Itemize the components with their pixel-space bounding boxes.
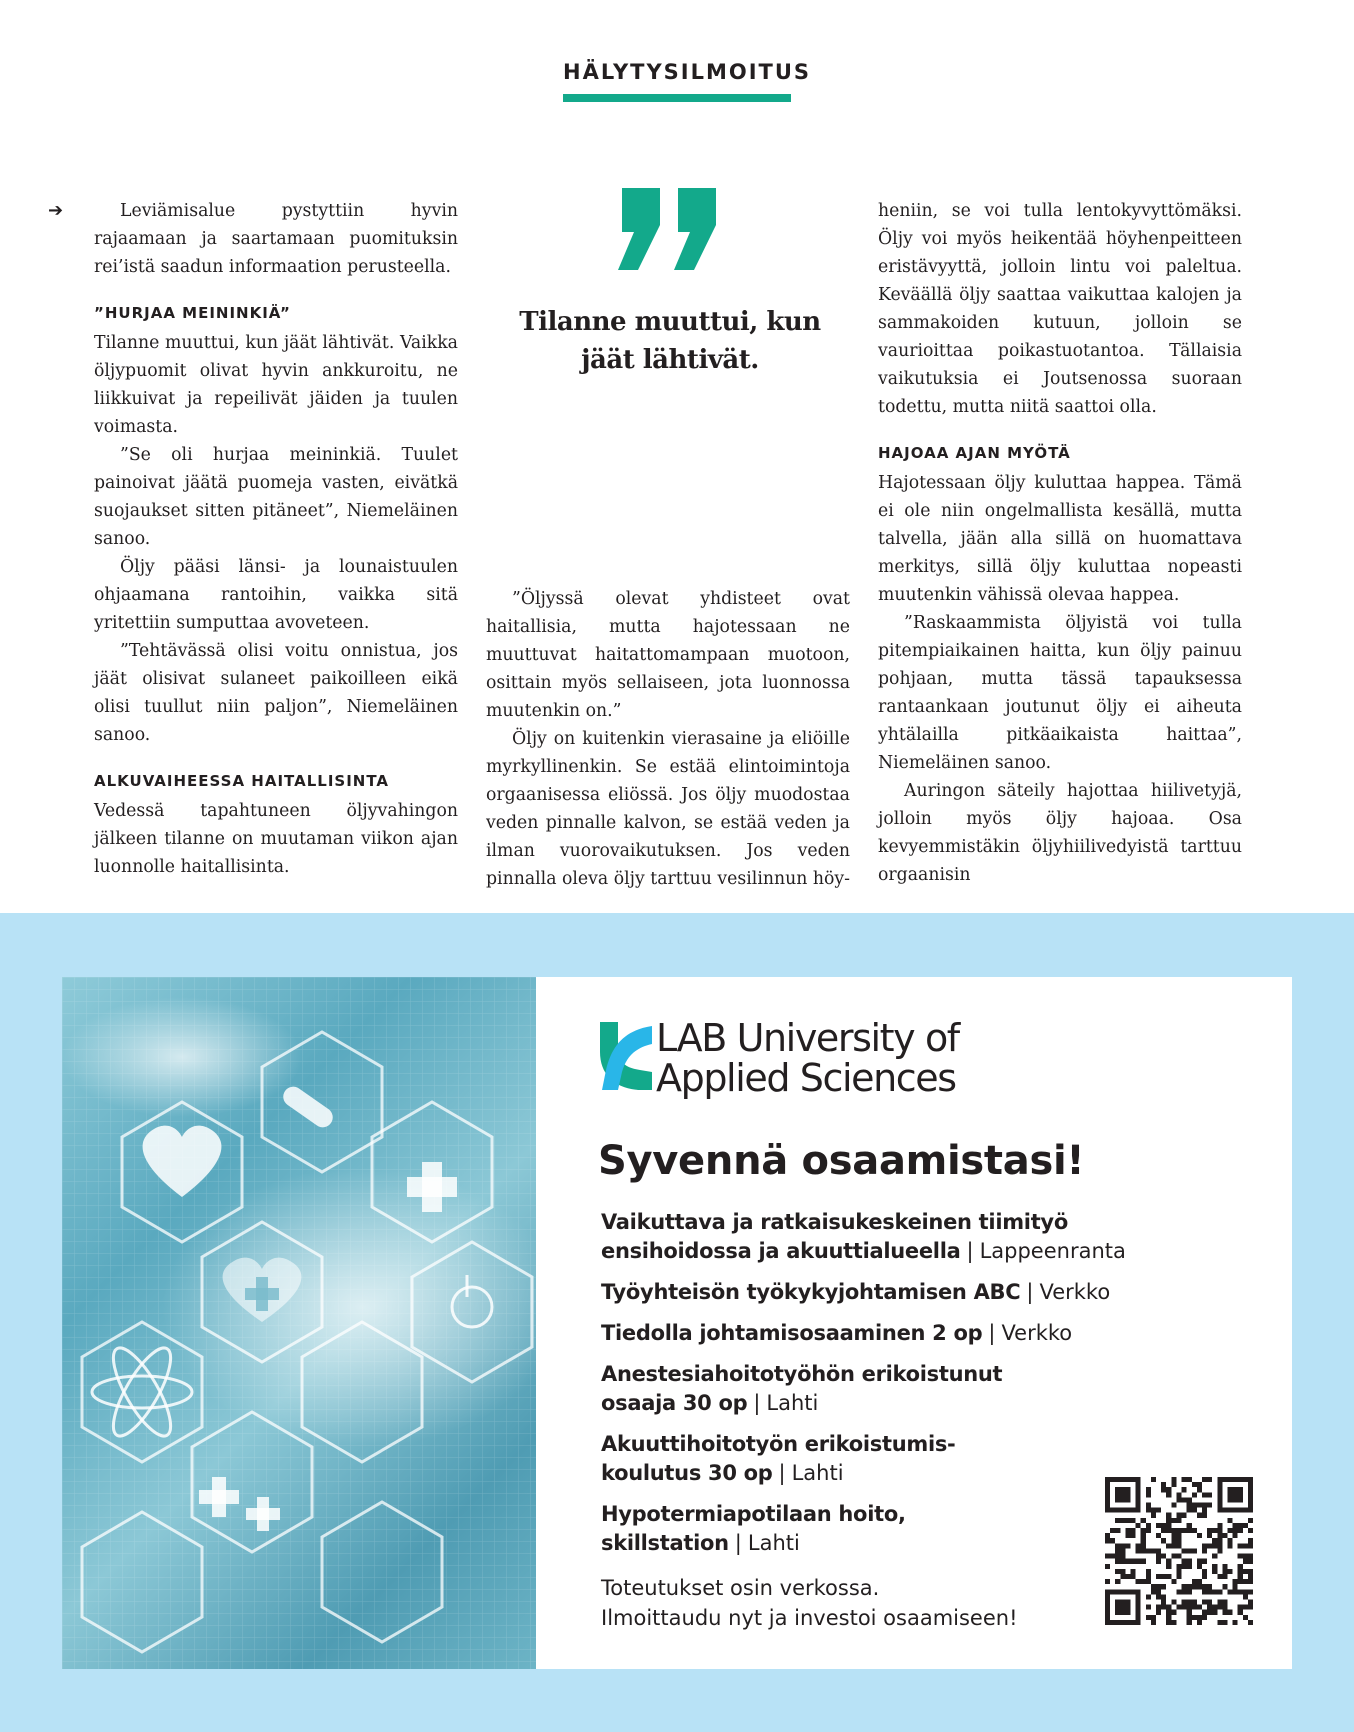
course-separator: | xyxy=(778,1461,786,1485)
course-item xyxy=(601,1360,1161,1418)
course-title: osaaja 30 op xyxy=(601,1391,748,1415)
ad-footer xyxy=(601,1573,1018,1633)
article-column-1 xyxy=(94,197,458,881)
course-item xyxy=(601,1278,1161,1307)
course-separator: | xyxy=(988,1321,996,1345)
paragraph: Leviämisalue pystyttiin hyvin rajaamaan ja saartamaan puomituksin rei’istä saadun informaation perusteella. xyxy=(94,201,458,277)
course-item xyxy=(601,1319,1161,1348)
ad-footer-line1: Toteutukset osin verkossa. xyxy=(601,1576,880,1600)
paragraph: ”Öljyssä olevat yhdisteet ovat haitallisia, mutta hajotessaan ne muuttuvat haitattomampaan muotoon, osittain myös sellaiseen, jota luonnossa muutenkin on.” xyxy=(486,589,850,721)
ad-headline: Syvennä osaamistasi! xyxy=(598,1138,1085,1184)
quote-mark-icon xyxy=(600,170,750,290)
paragraph: Tilanne muuttui, kun jäät lähtivät. Vaikka öljypuomit olivat hyvin ankkuroitu, ne liikkuivat ja repeilivät jäiden ja tuulen voimasta. xyxy=(94,333,458,437)
lab-logo-icon xyxy=(594,1020,664,1092)
paragraph: Öljy pääsi länsi- ja lounaistuulen ohjaamana rantoihin, vaikka sitä yritettiin sumputtaa avoveteen. xyxy=(94,557,458,633)
course-separator: | xyxy=(1026,1280,1034,1304)
course-separator: | xyxy=(734,1531,742,1555)
course-location: Lahti xyxy=(747,1531,800,1555)
paragraph: ”Se oli hurjaa meininkiä. Tuulet painoivat jäätä puomeja vasten, eivätkä suojaukset sitten pitäneet”, Niemeläinen sanoo. xyxy=(94,445,458,549)
course-item xyxy=(601,1500,1161,1558)
continue-arrow-icon: ➔ xyxy=(48,200,64,221)
course-location: Lahti xyxy=(766,1391,819,1415)
subheading: ALKUVAIHEESSA HAITALLISINTA xyxy=(94,772,390,790)
course-location: Verkko xyxy=(1039,1280,1111,1304)
course-title: skillstation xyxy=(601,1531,729,1555)
section-rule xyxy=(563,94,791,102)
qr-code-icon[interactable] xyxy=(1105,1477,1253,1625)
paragraph: Auringon säteily hajottaa hiilivetyjä, jolloin myös öljy hajoaa. Osa kevyemmistäkin öljyhiilivedyistä tarttuu orgaanisin xyxy=(878,781,1242,885)
ad-footer-line2: Ilmoittaudu nyt ja investoi osaamiseen! xyxy=(601,1606,1018,1630)
course-item xyxy=(601,1208,1161,1266)
course-title: ensihoidossa ja akuuttialueella xyxy=(601,1239,961,1263)
course-title: Anestesiahoitotyöhön erikoistunut xyxy=(601,1362,1003,1386)
ad-medical-image xyxy=(62,977,536,1669)
paragraph: ”Tehtävässä olisi voitu onnistua, jos jäät olisivat sulaneet paikoilleen eikä olisi tuullut niin paljon”, Niemeläinen sanoo. xyxy=(94,641,458,745)
course-location: Lappeenranta xyxy=(979,1239,1126,1263)
paragraph: ”Raskaammista öljyistä voi tulla pitempiaikainen haitta, kun öljy painuu pohjaan, mutta tässä tapauksessa rantaankaan joutunut öljy ei aiheuta yhtälailla pitkäaikaista haittaa”, Niemeläinen sanoo. xyxy=(878,613,1242,773)
section-tag: HÄLYTYSILMOITUS xyxy=(563,60,812,84)
paragraph: Hajotessaan öljy kuluttaa happea. Tämä ei ole niin ongelmallista kesällä, mutta talvella, jään alla sillä on huomattava merkitys, sillä öljy kuluttaa nopeasti muutenkin vähissä olevaa happea. xyxy=(878,473,1242,605)
lab-name-line1: LAB University of xyxy=(656,1016,959,1060)
course-title: Tiedolla johtamisosaaminen 2 op xyxy=(601,1321,983,1345)
course-title: Työyhteisön työkykyjohtamisen ABC xyxy=(601,1280,1021,1304)
paragraph: heniin, se voi tulla lentokyvyttömäksi. Öljy voi myös heikentää höyhenpeitteen eristävyyttä, jolloin lintu voi paleltua. Keväällä öljy saattaa vaikuttaa kalojen ja sammakoiden kutuun, jolloin se vaurioittaa poikastuotantoa. Tällaisia vaikutuksia ei Joutsenossa suoraan todettu, mutta niitä saattoi olla. xyxy=(878,201,1242,417)
course-separator: | xyxy=(966,1239,974,1263)
pull-quote: Tilanne muuttui, kun jäät lähtivät. xyxy=(519,307,821,375)
course-separator: | xyxy=(753,1391,761,1415)
paragraph: Öljy on kuitenkin vierasaine ja eliöille myrkyllinenkin. Se estää elintoimintoja orgaanisessa eliössä. Jos öljy muodostaa veden pinnalle kalvon, se estää veden ja ilman vuorovaikutuksen. Jos veden pinnalla oleva öljy tarttuu vesilinnun höy- xyxy=(486,729,851,889)
paragraph: Vedessä tapahtuneen öljyvahingon jälkeen tilanne on muutaman viikon ajan luonnolle haitallisinta. xyxy=(94,801,458,877)
article-column-2 xyxy=(486,585,850,893)
course-title: koulutus 30 op xyxy=(601,1461,773,1485)
course-title: Vaikuttava ja ratkaisukeskeinen tiimityö xyxy=(601,1210,1068,1234)
subheading: HAJOAA AJAN MYÖTÄ xyxy=(878,444,1071,462)
article-column-3 xyxy=(878,197,1242,889)
course-title: Akuuttihoitotyön erikoistumis- xyxy=(601,1432,956,1456)
course-location: Lahti xyxy=(791,1461,844,1485)
course-list xyxy=(601,1208,1161,1570)
course-location: Verkko xyxy=(1001,1321,1073,1345)
lab-name xyxy=(656,1018,959,1098)
lab-name-line2: Applied Sciences xyxy=(656,1056,956,1100)
course-title: Hypotermiapotilaan hoito, xyxy=(601,1502,906,1526)
subheading: ”HURJAA MEININKIÄ” xyxy=(94,304,291,322)
course-item xyxy=(601,1430,1161,1488)
